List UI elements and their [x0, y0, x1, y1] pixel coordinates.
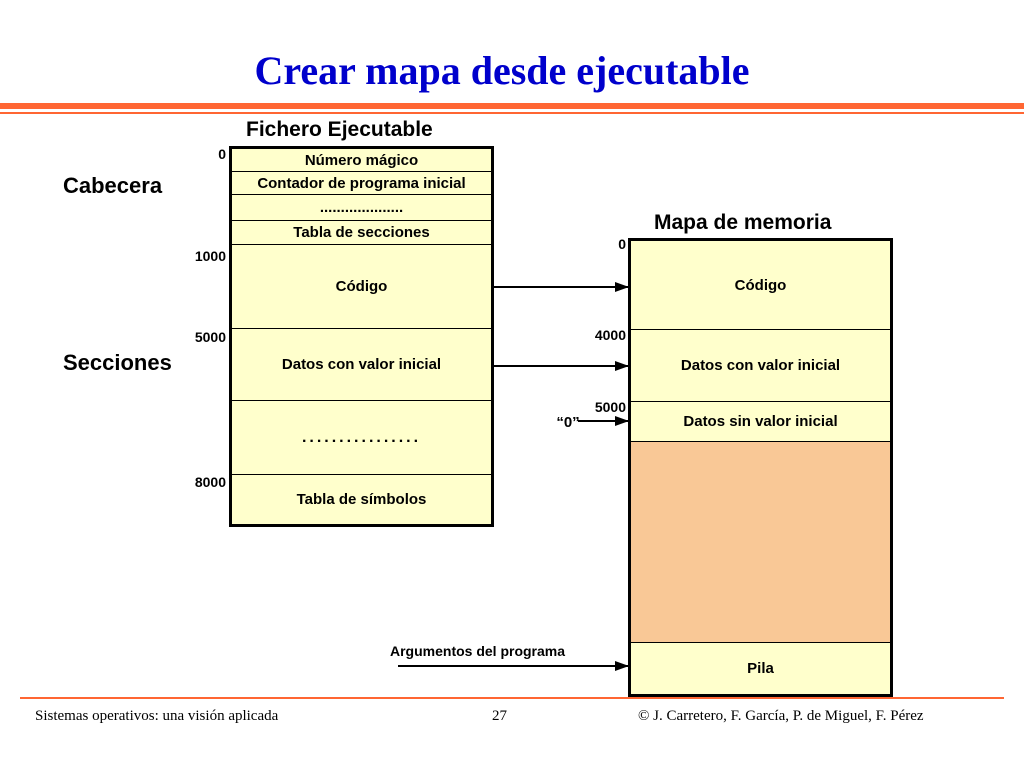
zero-marker: “0”: [556, 414, 580, 431]
exe-address-0: 0: [218, 146, 226, 162]
mem-cell-datos-sin-valor: Datos sin valor inicial: [631, 402, 890, 442]
cell-tabla-secciones: Tabla de secciones: [232, 221, 491, 245]
cell-ellipsis-sections: ................: [232, 401, 491, 475]
footer-rule: [20, 697, 1004, 699]
mem-address-5000: 5000: [594, 399, 626, 415]
mem-address-0: 0: [618, 236, 626, 252]
footer-left: Sistemas operativos: una visión aplicada: [35, 708, 279, 724]
args-label: Argumentos del programa: [390, 643, 566, 659]
cell-codigo: Código: [232, 245, 491, 329]
memory-map-heading: Mapa de memoria: [654, 211, 832, 234]
slide-title: Crear mapa desde ejecutable: [254, 48, 750, 93]
cell-numero-magico: Número mágico: [232, 149, 491, 172]
exe-address-5000: 5000: [194, 329, 226, 345]
cell-contador-programa: Contador de programa inicial: [232, 172, 491, 195]
executable-heading: Fichero Ejecutable: [246, 118, 433, 141]
cell-tabla-simbolos: Tabla de símbolos: [232, 475, 491, 524]
mem-cell-pila: Pila: [631, 643, 890, 694]
mem-address-4000: 4000: [594, 327, 626, 343]
cell-ellipsis-header: ....................: [232, 195, 491, 221]
mem-cell-datos-valor-inicial: Datos con valor inicial: [631, 330, 890, 402]
exe-address-8000: 8000: [194, 474, 226, 490]
footer-right: © J. Carretero, F. García, P. de Miguel, F. Pérez: [638, 708, 924, 724]
footer-page-number: 27: [492, 708, 507, 724]
mem-cell-codigo: Código: [631, 241, 890, 330]
cell-datos-valor-inicial: Datos con valor inicial: [232, 329, 491, 401]
exe-address-1000: 1000: [194, 248, 226, 264]
sections-label: Secciones: [63, 350, 172, 375]
header-label: Cabecera: [63, 173, 163, 198]
